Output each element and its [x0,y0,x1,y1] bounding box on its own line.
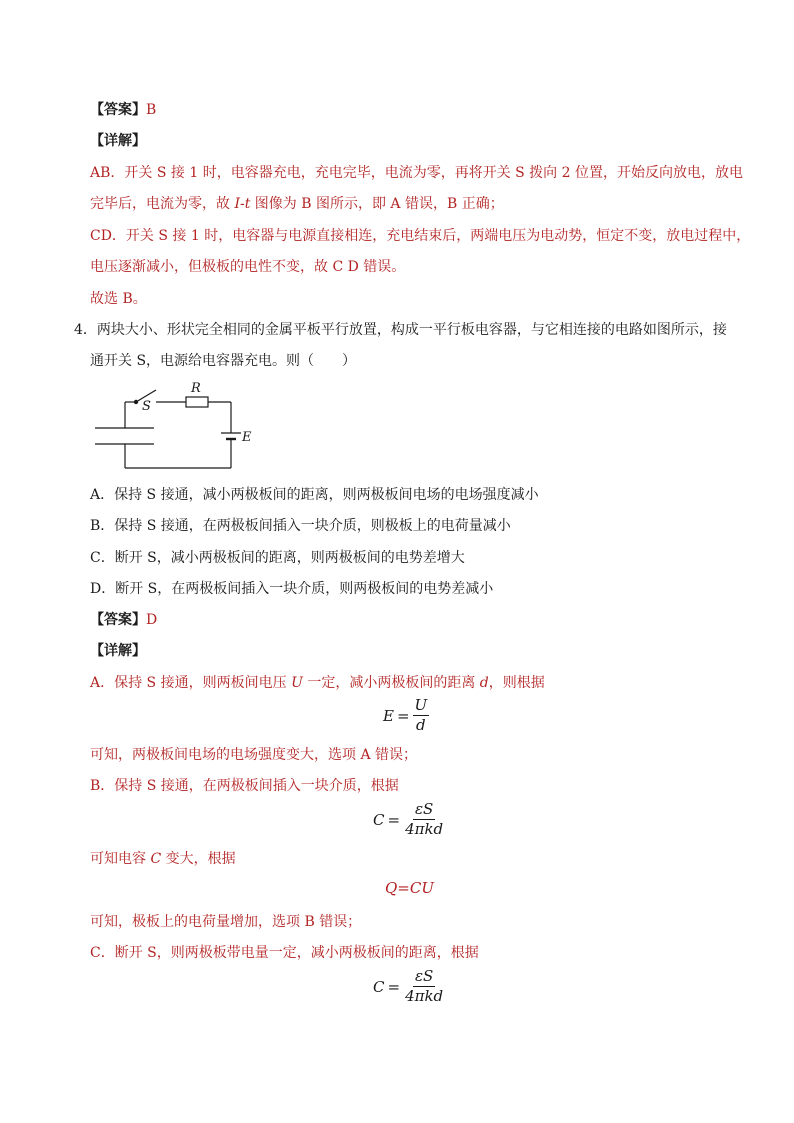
option-c: C．断开 S，减小两极板间的距离，则两极板间的电势差增大 [90,550,465,566]
formula-e-u-d [383,697,429,734]
detail-a-conclusion: 可知，两极板间电场的电场强度变大，选项 A 错误； [90,747,418,763]
detail-a-var-d: d [479,675,489,691]
detail-b-mid [90,849,236,869]
detail-b-mid-var-c: C [150,851,162,867]
formula-capacitance-1 [373,801,445,838]
detail-a-line [90,673,545,693]
detail-ab-text-b: 图像为 B 图所示，即 A 错误，B 正确； [250,196,504,212]
switch-label: S [142,399,151,414]
option-b: B．保持 S 接通，在两极板间插入一块介质，则极板上的电荷量减小 [90,518,511,534]
resistor-label: R [191,381,201,396]
formula-1-den: d [416,716,426,734]
formula-4-num: εS [414,967,434,985]
formula-q-cu: Q=CU [385,879,434,897]
detail-ab-line-1: AB．开关 S 接 1 时，电容器充电，充电完毕，电流为零，再将开关 S 拨向 2 位置，开始反向放电，放电 [90,165,743,181]
detail-label: 【详解】 [90,133,146,149]
formula-1-frac [413,697,430,734]
detail-ab-it: I-t [234,196,251,212]
formula-1-eq: = [396,706,410,725]
formula-2-lhs: C [373,810,385,829]
formula-4-lhs: C [373,977,385,996]
detail-a-text-2: 一定，减小两极板间的距离 [302,675,480,691]
circuit-diagram [90,378,260,474]
question-4-stem-line-2: 通开关 S，电源给电容器充电。则（ ） [90,353,357,369]
detail-label-q4: 【详解】 [90,643,146,659]
detail-cd-line-1: CD．开关 S 接 1 时，电容器与电源直接相连，充电结束后，两端电压为电动势，恒定不变，放电过程中， [90,228,751,244]
detail-b-mid-text-2: 变大，根据 [161,851,236,867]
question-number: 4． [74,322,97,338]
formula-capacitance-2 [373,968,445,1005]
answer-value: B [146,102,157,118]
detail-ab-line-2 [90,194,504,214]
question-4-stem-line-1 [74,320,727,340]
formula-4-den: 4πkd [405,987,444,1005]
detail-a-text-3: ，则根据 [488,675,545,691]
detail-b-mid-text-1: 可知电容 [90,851,151,867]
detail-a-text-1: A．保持 S 接通，则两板间电压 [90,675,292,691]
conclusion: 故选 B。 [90,291,147,307]
source-label: E [242,430,252,445]
detail-c-line: C．断开 S，则两极板带电量一定，减小两极板间的距离，根据 [90,945,479,961]
detail-b-line: B．保持 S 接通，在两极板间插入一块介质，根据 [90,778,399,794]
answer-value-q4: D [146,612,158,628]
option-d: D．断开 S，在两极板间插入一块介质，则两极板间的电势差减小 [90,581,494,597]
option-a: A．保持 S 接通，减小两极板间的距离，则两极板间电场的电场强度减小 [90,487,539,503]
detail-b-conclusion: 可知，极板上的电荷量增加，选项 B 错误； [90,914,362,930]
answer-label: 【答案】 [90,102,146,118]
formula-2-num: εS [414,800,434,818]
formula-2-eq: = [387,810,401,829]
resistor [186,397,208,407]
answer-label-q4: 【答案】 [90,612,146,628]
formula-1-lhs: E [383,706,394,725]
formula-2-frac [403,801,445,838]
detail-cd-line-2: 电压逐渐减小，但极板的电性不变，故 C D 错误。 [90,259,406,275]
formula-4-frac [403,968,445,1005]
answer-line-q4 [90,610,157,630]
formula-2-den: 4πkd [405,820,444,838]
detail-ab-text-a: 完毕后，电流为零，故 [90,196,235,212]
formula-4-eq: = [387,977,401,996]
detail-a-var-u: U [291,675,303,691]
answer-line-prev [90,100,156,120]
formula-1-num: U [414,696,428,714]
question-stem-1: 两块大小、形状完全相同的金属平板平行放置，构成一平行板电容器，与它相连接的电路如图所示，接 [96,322,727,338]
